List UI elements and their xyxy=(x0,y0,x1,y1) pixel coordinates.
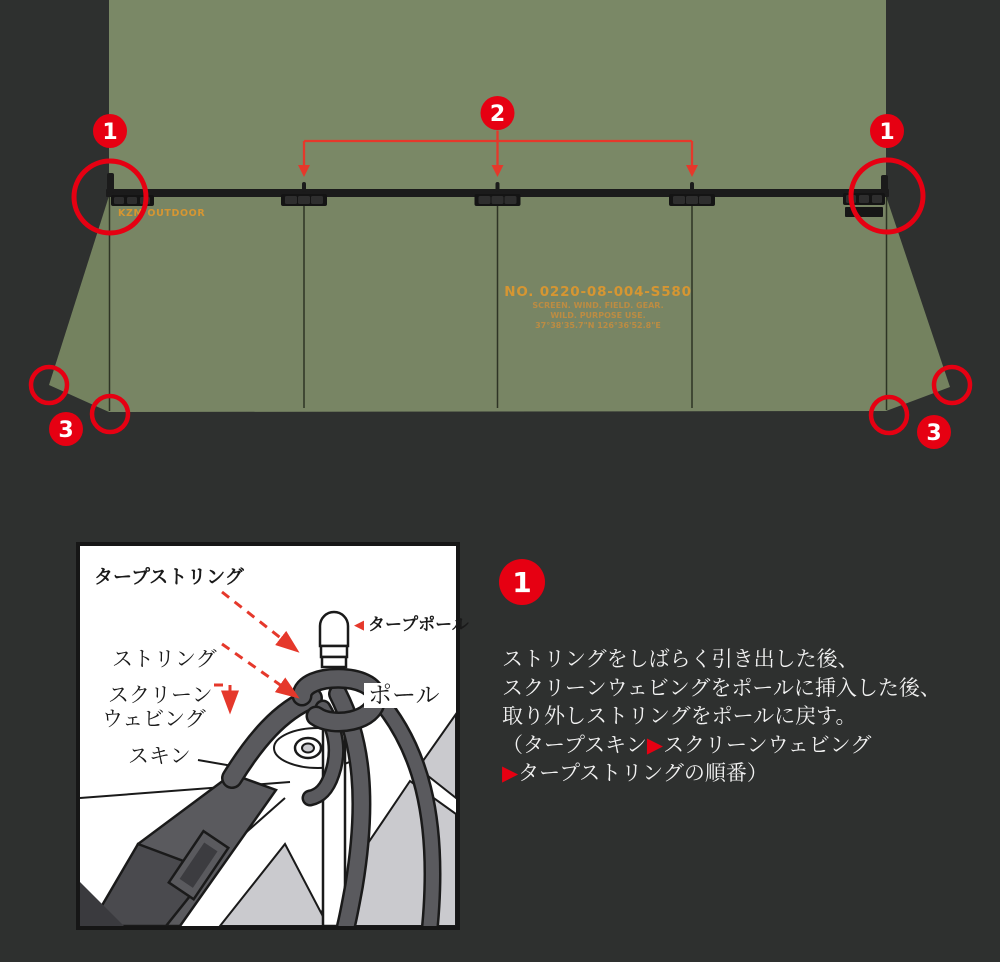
svg-text:2: 2 xyxy=(489,102,506,127)
screen-webbing-arrow xyxy=(214,685,230,710)
svg-text:3: 3 xyxy=(58,418,74,443)
step-1-badge: 1 xyxy=(499,559,545,605)
svg-text:1: 1 xyxy=(102,120,118,145)
instruction-line: ▶タープストリングの順番） xyxy=(502,761,768,786)
label-string: ストリング xyxy=(112,647,217,671)
tarp-right-wing xyxy=(886,196,950,411)
spec-line-1: SCREEN. WIND. FIELD. GEAR. xyxy=(532,301,664,310)
order-arrow-icon: ▶ xyxy=(502,761,519,786)
label-skin: スキン xyxy=(128,744,191,768)
tarp-string-arrow xyxy=(222,592,296,650)
string-arrow xyxy=(222,644,296,696)
left-arrow-icon: ◀ xyxy=(354,618,364,634)
grommet xyxy=(295,738,321,758)
pole-tip xyxy=(320,612,348,667)
tarp-diagram xyxy=(0,0,1000,480)
brand-print: KZM OUTDOOR xyxy=(118,208,206,219)
instruction-line: （タープスキン▶スクリーンウェビング xyxy=(502,732,872,757)
callout-badge-top-left xyxy=(93,114,127,148)
label-screen-webbing-line2: ウェビング xyxy=(102,707,206,731)
callout-badge-bottom-left xyxy=(49,412,83,446)
inset-illustration-box xyxy=(76,542,469,930)
bar-right-hook xyxy=(881,175,888,193)
callout-badge-top-right xyxy=(870,114,904,148)
model-no-print: NO. 0220-08-004-S580 xyxy=(504,284,692,300)
instruction-line: スクリーンウェビングをポールに挿入した後、 xyxy=(502,675,941,700)
label-tarp-pole xyxy=(354,617,469,635)
order-arrow-icon: ▶ xyxy=(646,732,664,757)
label-screen-webbing-line1: スクリーン xyxy=(108,683,213,707)
label-pole: ポール xyxy=(364,683,444,708)
tarp-left-wing xyxy=(49,196,109,412)
label-tarp-string: タープストリング xyxy=(94,566,244,588)
instruction-line: ストリングをしばらく引き出した後、 xyxy=(502,647,859,671)
instruction-text xyxy=(502,645,982,788)
dashed-arrows xyxy=(214,592,296,710)
bar-left-hook xyxy=(107,173,114,193)
spec-line-2: WILD. PURPOSE USE. xyxy=(550,311,646,320)
label-tarp-pole-text: タープポール xyxy=(368,615,469,635)
svg-text:3: 3 xyxy=(926,421,942,446)
instruction-line: 取り外しストリングをポールに戻す。 xyxy=(502,704,857,729)
callout-badge-top-center xyxy=(481,96,515,130)
spec-line-3: 37°38'35.7"N 126°36'52.8"E xyxy=(535,321,661,330)
pole-illustration xyxy=(80,546,456,926)
svg-text:1: 1 xyxy=(879,120,895,145)
callout-badge-bottom-right xyxy=(917,415,951,449)
